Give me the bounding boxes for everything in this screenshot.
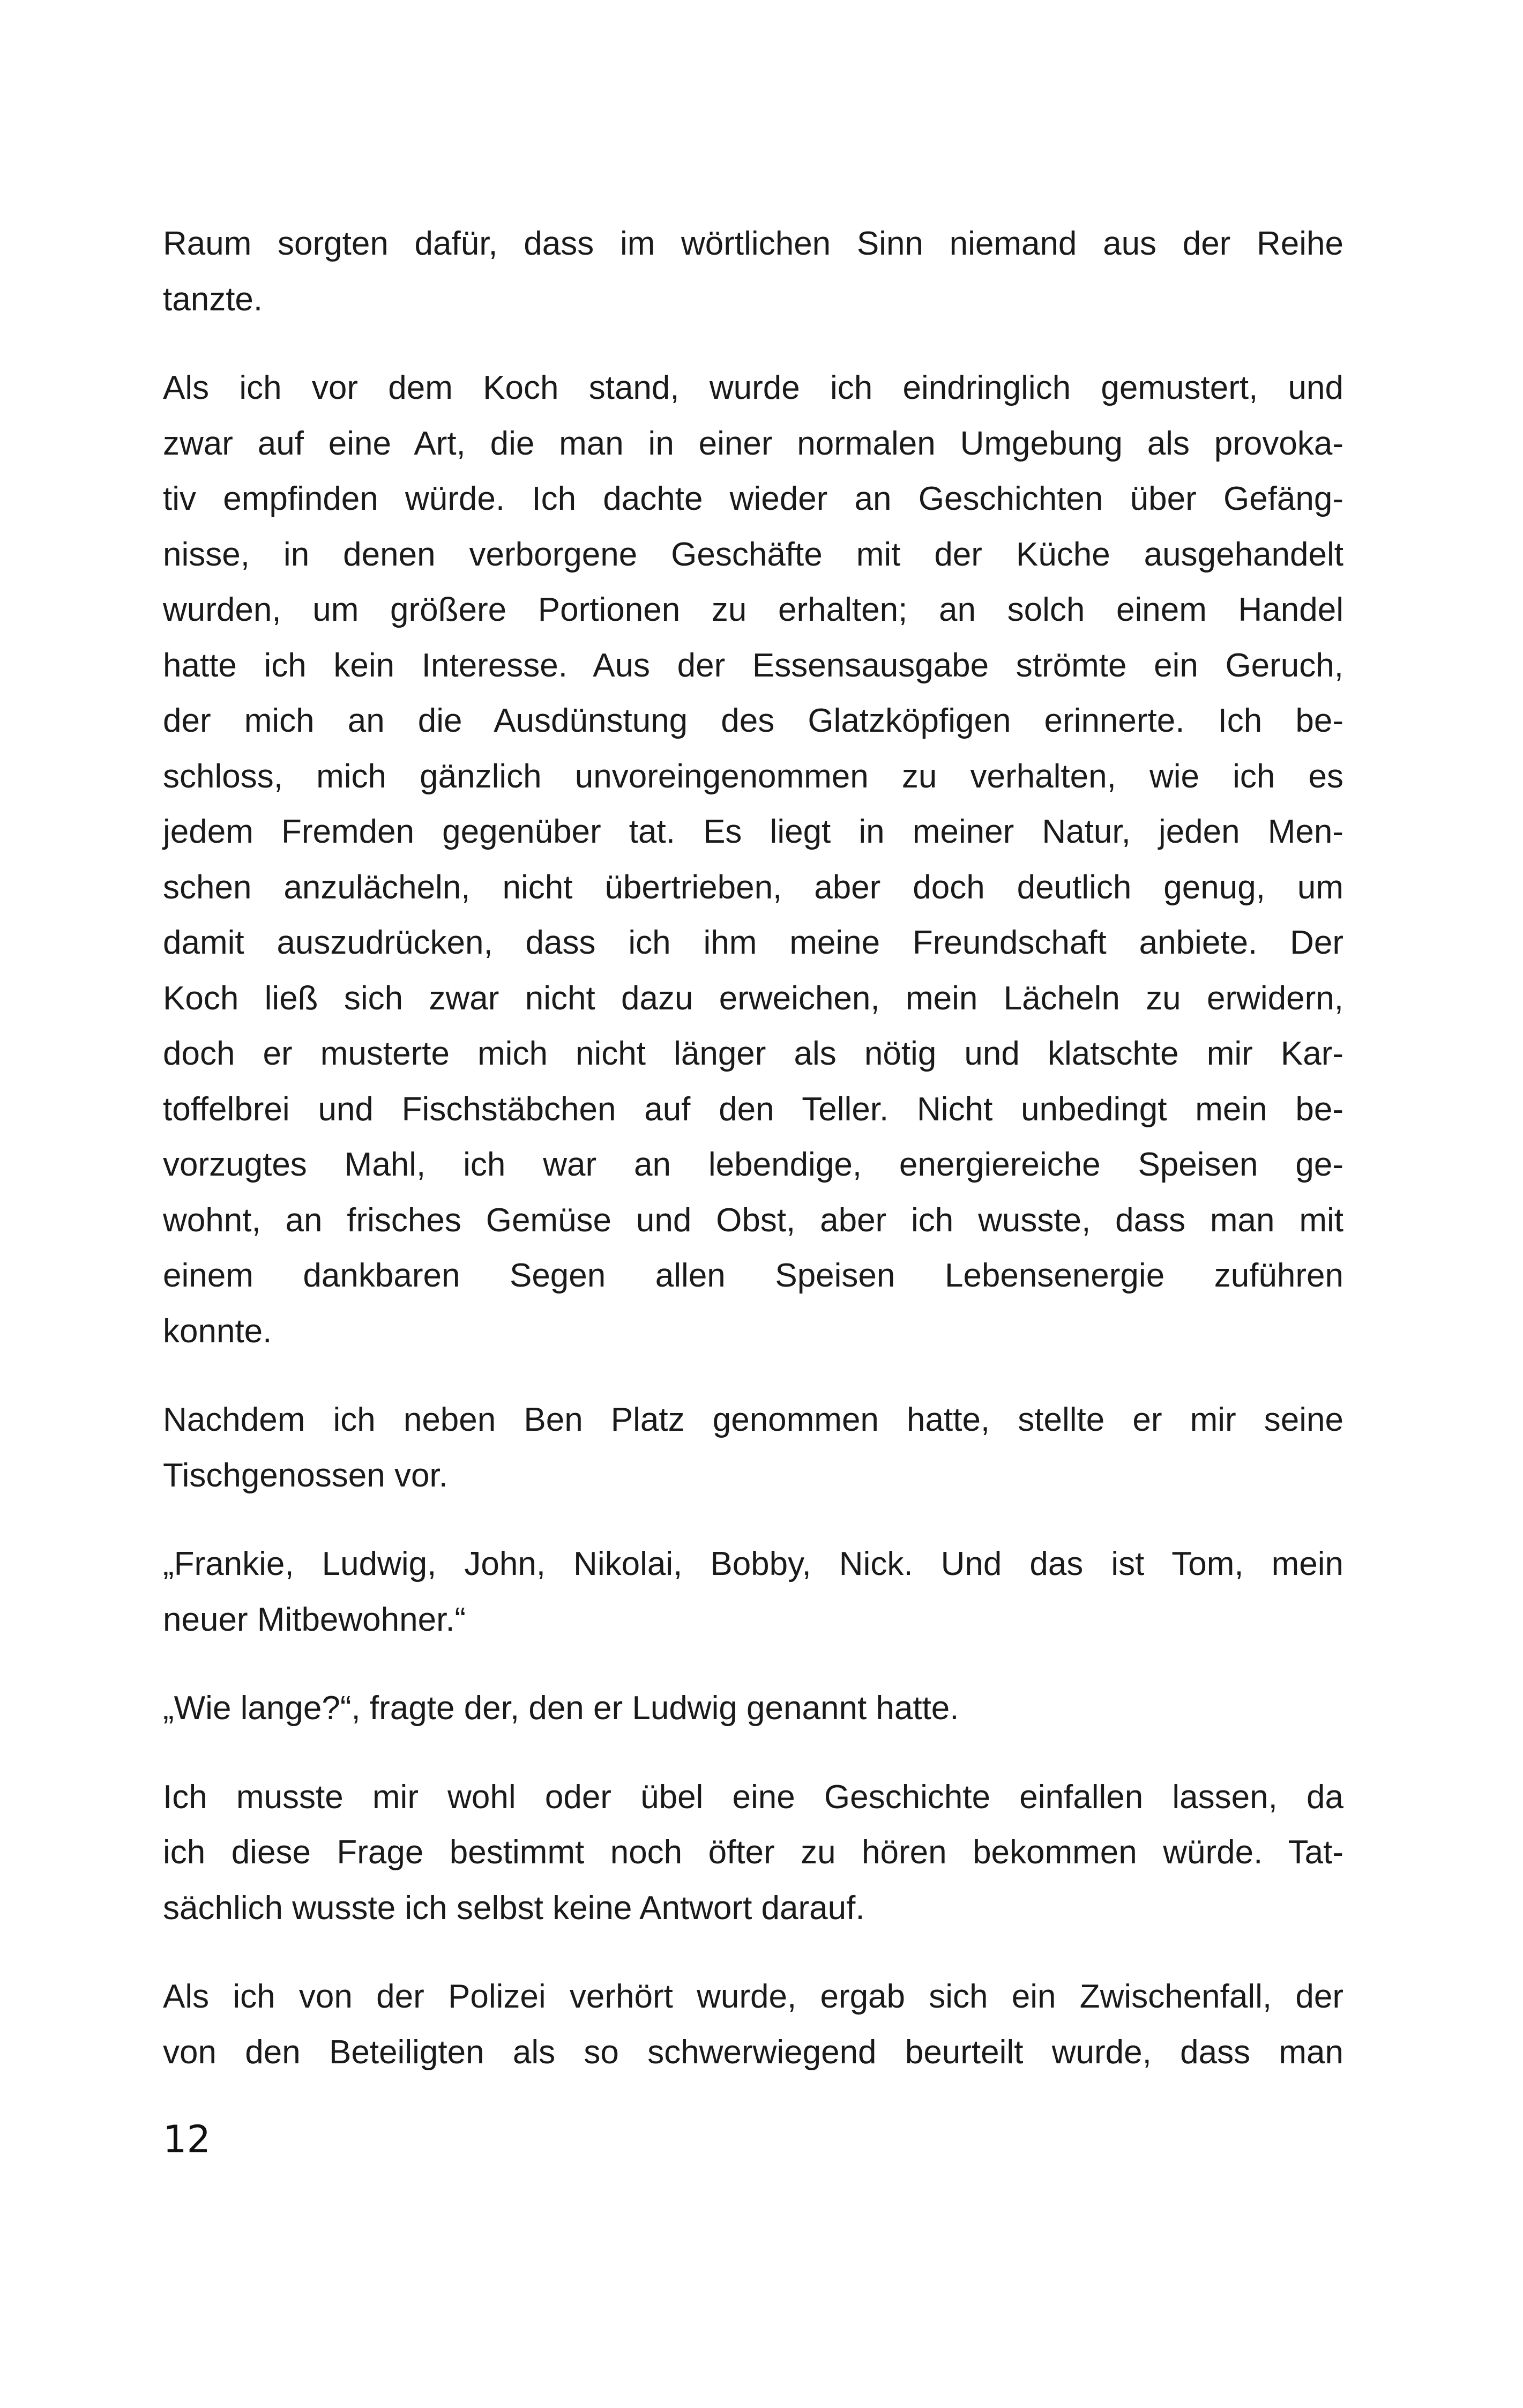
text-line: jedem Fremden gegenüber tat. Es liegt in meiner Natur, jeden Men- (163, 813, 1343, 850)
text-line: schloss, mich gänzlich unvoreingenommen zu verhalten, wie ich es (163, 757, 1343, 795)
paragraph (163, 1392, 1343, 1503)
text-line: vorzugtes Mahl, ich war an lebendige, energiereiche Speisen ge- (163, 1146, 1343, 1183)
paragraph (163, 1770, 1343, 1936)
text-line: der mich an die Ausdünstung des Glatzköpfigen erinnerte. Ich be- (163, 702, 1343, 739)
text-line: wohnt, an frisches Gemüse und Obst, aber ich wusste, dass man mit (163, 1201, 1343, 1239)
text-line: tanzte. (163, 280, 263, 318)
text-line: tiv empfinden würde. Ich dachte wieder an Geschichten über Gefäng- (163, 480, 1343, 517)
text-line: einem dankbaren Segen allen Speisen Lebensenergie zuführen (163, 1257, 1343, 1294)
text-line: Ich musste mir wohl oder übel eine Geschichte einfallen lassen, da (163, 1778, 1343, 1816)
text-line: von den Beteiligten als so schwerwiegend beurteilt wurde, dass man (163, 2033, 1343, 2071)
text-line: neuer Mitbewohner.“ (163, 1601, 466, 1638)
page-number: 12 (163, 2117, 211, 2161)
text-line: Als ich von der Polizei verhört wurde, ergab sich ein Zwischenfall, der (163, 1978, 1343, 2015)
text-line: Tischgenossen vor. (163, 1456, 448, 1494)
text-line: doch er musterte mich nicht länger als nötig und klatschte mir Kar- (163, 1035, 1343, 1072)
text-line: Nachdem ich neben Ben Platz genommen hatte, stellte er mir seine (163, 1401, 1343, 1438)
paragraph (163, 1969, 1343, 2080)
body-text (163, 216, 1343, 2113)
paragraph (163, 1536, 1343, 1647)
text-line: „Frankie, Ludwig, John, Nikolai, Bobby, Nick. Und das ist Tom, mein (163, 1545, 1343, 1582)
text-line: wurden, um größere Portionen zu erhalten; an solch einem Handel (163, 591, 1343, 628)
text-line: hatte ich kein Interesse. Aus der Essensausgabe strömte ein Geruch, (163, 646, 1343, 684)
text-line: nisse, in denen verborgene Geschäfte mit der Küche ausgehandelt (163, 536, 1343, 573)
text-line: toffelbrei und Fischstäbchen auf den Teller. Nicht unbedingt mein be- (163, 1090, 1343, 1128)
text-line: Koch ließ sich zwar nicht dazu erweichen, mein Lächeln zu erwidern, (163, 979, 1343, 1017)
text-line: damit auszudrücken, dass ich ihm meine Freundschaft anbiete. Der (163, 924, 1343, 961)
text-line: ich diese Frage bestimmt noch öfter zu hören bekommen würde. Tat- (163, 1834, 1343, 1871)
text-line: schen anzulächeln, nicht übertrieben, aber doch deutlich genug, um (163, 868, 1343, 906)
text-line: sächlich wusste ich selbst keine Antwort darauf. (163, 1889, 865, 1927)
text-line: zwar auf eine Art, die man in einer normalen Umgebung als provoka- (163, 425, 1343, 462)
paragraph (163, 1681, 1343, 1736)
text-line: Als ich vor dem Koch stand, wurde ich eindringlich gemustert, und (163, 369, 1343, 406)
text-line: „Wie lange?“, fragte der, den er Ludwig genannt hatte. (163, 1690, 959, 1727)
text-line: konnte. (163, 1312, 272, 1350)
paragraph (163, 360, 1343, 1359)
paragraph (163, 216, 1343, 327)
text-line: Raum sorgten dafür, dass im wörtlichen Sinn niemand aus der Reihe (163, 225, 1343, 262)
